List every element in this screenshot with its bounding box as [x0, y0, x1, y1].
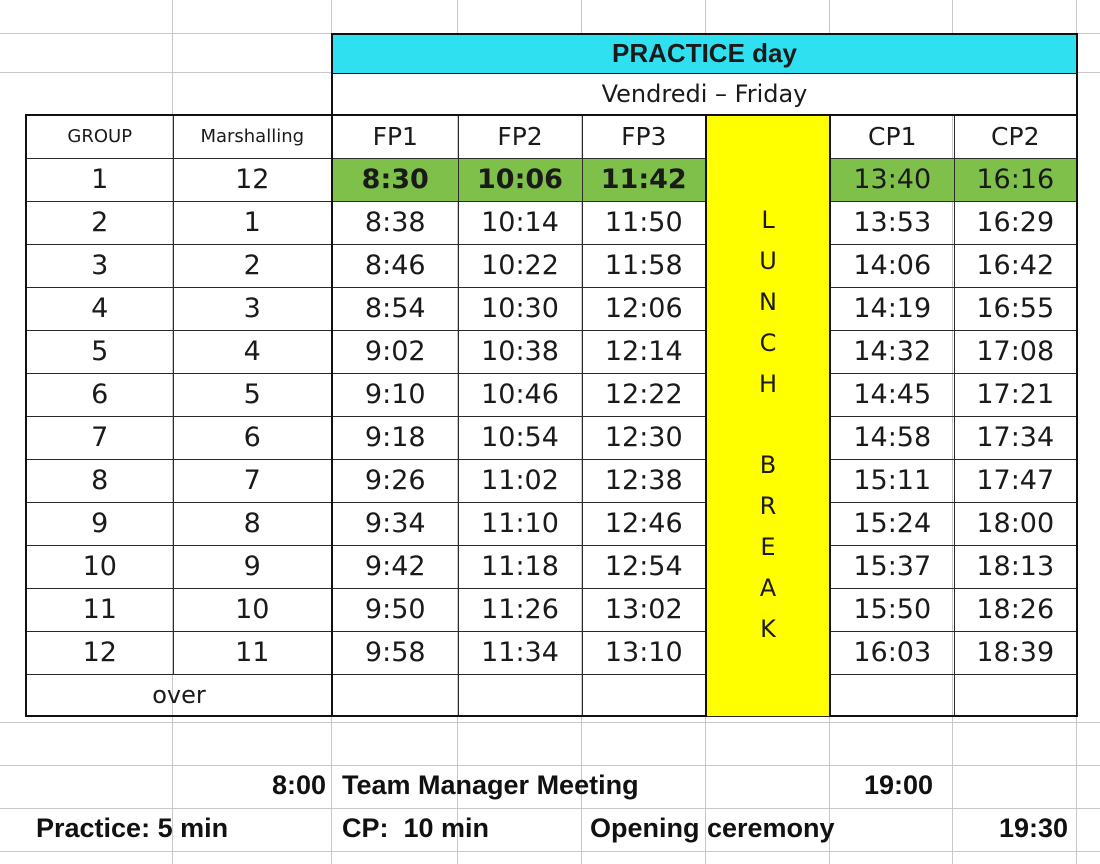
over-label: over: [26, 674, 332, 716]
cell-fp3: 12:38: [582, 459, 706, 502]
lunch-break-letter: E: [760, 533, 776, 561]
cell-marshalling: 2: [173, 244, 332, 287]
table-row: [26, 545, 1077, 588]
grid-line: [0, 765, 1100, 766]
header-group: GROUP: [26, 115, 173, 158]
cell-group: 10: [26, 545, 173, 588]
cell-group: 9: [26, 502, 173, 545]
cell-fp1: 9:50: [332, 588, 458, 631]
cell-cp2: 18:13: [954, 545, 1077, 588]
header-fp1: FP1: [332, 115, 458, 158]
header-fp2: FP2: [458, 115, 582, 158]
cell-cp1: 14:32: [830, 330, 954, 373]
cell-fp3: 11:50: [582, 201, 706, 244]
cell-cp2: 18:39: [954, 631, 1077, 674]
cp-duration: CP: 10 min: [342, 813, 490, 843]
cell-marshalling: 3: [173, 287, 332, 330]
lunch-break-letter: L: [761, 206, 775, 234]
cell-fp2: 10:46: [458, 373, 582, 416]
cell-fp2: 11:18: [458, 545, 582, 588]
lunch-break-letter: N: [759, 288, 777, 316]
cell-marshalling: 4: [173, 330, 332, 373]
grid-line: [0, 722, 1100, 723]
table-row: [26, 459, 1077, 502]
cell-fp1: 9:34: [332, 502, 458, 545]
table-row: [26, 502, 1077, 545]
cell-fp1: 9:10: [332, 373, 458, 416]
cell-fp2: 10:38: [458, 330, 582, 373]
grid-line: [0, 808, 1100, 809]
cell-fp3: 13:02: [582, 588, 706, 631]
cell-fp3: 12:54: [582, 545, 706, 588]
lunch-break-letter: B: [759, 451, 777, 479]
cell-cp2: 17:08: [954, 330, 1077, 373]
cell-marshalling: 1: [173, 201, 332, 244]
table-row: [26, 244, 1077, 287]
page-title: PRACTICE day: [332, 34, 1077, 73]
cell-cp2: 16:55: [954, 287, 1077, 330]
cell-fp3: 12:46: [582, 502, 706, 545]
empty-cell: [954, 674, 1077, 716]
cell-cp2: 17:34: [954, 416, 1077, 459]
cell-cp1: 15:11: [830, 459, 954, 502]
cell-fp1: 9:42: [332, 545, 458, 588]
header-cp1: CP1: [830, 115, 954, 158]
cell-fp1: 9:26: [332, 459, 458, 502]
empty-cell: [332, 674, 458, 716]
empty-cell: [458, 674, 582, 716]
lunch-break-column: [706, 115, 830, 716]
cell-fp1: 8:54: [332, 287, 458, 330]
cell-marshalling: 8: [173, 502, 332, 545]
lunch-break-letter: U: [759, 247, 777, 275]
meeting-end-time: 19:00: [864, 770, 934, 800]
cell-group: 3: [26, 244, 173, 287]
cell-group: 8: [26, 459, 173, 502]
cell-marshalling: 7: [173, 459, 332, 502]
cell-cp1: 13:53: [830, 201, 954, 244]
cell-fp1: 8:38: [332, 201, 458, 244]
cell-group: 12: [26, 631, 173, 674]
practice-schedule-table: [25, 33, 1078, 717]
cell-marshalling: 5: [173, 373, 332, 416]
cell-fp1: 8:30: [332, 158, 458, 201]
cell-fp1: 9:02: [332, 330, 458, 373]
cell-group: 2: [26, 201, 173, 244]
lunch-break-letter: C: [759, 329, 777, 357]
cell-fp3: 12:14: [582, 330, 706, 373]
cell-fp2: 11:26: [458, 588, 582, 631]
cell-fp1: 8:46: [332, 244, 458, 287]
cell-fp2: 10:14: [458, 201, 582, 244]
cell-marshalling: 9: [173, 545, 332, 588]
cell-fp3: 12:22: [582, 373, 706, 416]
table-row: [26, 588, 1077, 631]
cell-group: 5: [26, 330, 173, 373]
page-subtitle: Vendredi – Friday: [332, 73, 1077, 115]
header-cp2: CP2: [954, 115, 1077, 158]
lunch-break-letter: K: [760, 615, 776, 643]
cell-fp1: 9:18: [332, 416, 458, 459]
cell-fp2: 10:06: [458, 158, 582, 201]
cell-fp3: 11:58: [582, 244, 706, 287]
table-row-over: [26, 674, 1077, 716]
cell-group: 11: [26, 588, 173, 631]
lunch-break-letter: H: [758, 370, 778, 398]
lunch-break-letter: A: [759, 574, 777, 602]
cell-fp2: 11:34: [458, 631, 582, 674]
empty-cell: [830, 674, 954, 716]
empty-cell: [26, 34, 332, 73]
cell-cp2: 16:42: [954, 244, 1077, 287]
cell-marshalling: 6: [173, 416, 332, 459]
cell-cp1: 15:37: [830, 545, 954, 588]
cell-fp3: 12:06: [582, 287, 706, 330]
cell-fp3: 11:42: [582, 158, 706, 201]
cell-fp3: 12:30: [582, 416, 706, 459]
table-row: [26, 287, 1077, 330]
lunch-break-letter: R: [759, 492, 777, 520]
header-marshalling: Marshalling: [173, 115, 332, 158]
cell-fp2: 10:54: [458, 416, 582, 459]
ceremony-label: Opening ceremony: [590, 813, 835, 843]
cell-cp2: 17:47: [954, 459, 1077, 502]
cell-cp2: 18:00: [954, 502, 1077, 545]
cell-cp2: 18:26: [954, 588, 1077, 631]
empty-cell: [26, 73, 332, 115]
cell-fp2: 10:30: [458, 287, 582, 330]
cell-group: 1: [26, 158, 173, 201]
cell-fp2: 11:02: [458, 459, 582, 502]
empty-cell: [582, 674, 706, 716]
cell-cp1: 14:06: [830, 244, 954, 287]
cell-cp1: 15:24: [830, 502, 954, 545]
cell-cp1: 13:40: [830, 158, 954, 201]
cell-marshalling: 11: [173, 631, 332, 674]
cell-cp1: 16:03: [830, 631, 954, 674]
cell-cp1: 14:19: [830, 287, 954, 330]
table-row: [26, 631, 1077, 674]
cell-cp1: 15:50: [830, 588, 954, 631]
grid-line: [0, 851, 1100, 852]
table-row: [26, 201, 1077, 244]
table-row: [26, 416, 1077, 459]
cell-cp2: 16:16: [954, 158, 1077, 201]
cell-fp3: 13:10: [582, 631, 706, 674]
cell-marshalling: 12: [173, 158, 332, 201]
practice-duration: Practice: 5 min: [36, 813, 229, 843]
cell-group: 4: [26, 287, 173, 330]
meeting-time: 8:00: [271, 770, 326, 800]
cell-cp1: 14:58: [830, 416, 954, 459]
cell-marshalling: 10: [173, 588, 332, 631]
cell-fp2: 10:22: [458, 244, 582, 287]
table-row: [26, 330, 1077, 373]
meeting-label: Team Manager Meeting: [342, 770, 639, 800]
cell-fp1: 9:58: [332, 631, 458, 674]
cell-fp2: 11:10: [458, 502, 582, 545]
cell-cp2: 17:21: [954, 373, 1077, 416]
cell-group: 6: [26, 373, 173, 416]
cell-cp2: 16:29: [954, 201, 1077, 244]
cell-cp1: 14:45: [830, 373, 954, 416]
header-fp3: FP3: [582, 115, 706, 158]
ceremony-time: 19:30: [998, 813, 1068, 843]
table-row: [26, 373, 1077, 416]
cell-group: 7: [26, 416, 173, 459]
table-row: [26, 158, 1077, 201]
